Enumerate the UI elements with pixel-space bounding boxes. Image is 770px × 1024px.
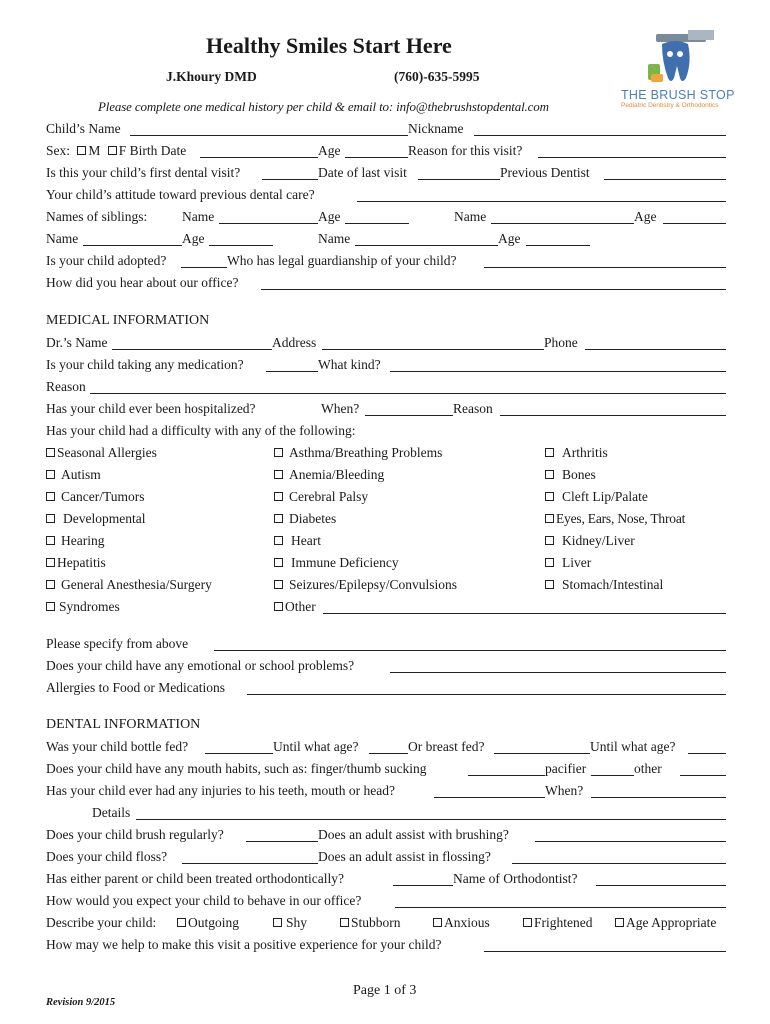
condition-item[interactable] bbox=[46, 489, 145, 505]
brush-field[interactable] bbox=[246, 841, 318, 842]
sibling4-name-field[interactable] bbox=[355, 245, 498, 246]
form-title: Healthy Smiles Start Here bbox=[206, 33, 452, 58]
condition-label: Stomach/Intestinal bbox=[562, 577, 664, 592]
details-label: Details bbox=[92, 805, 131, 820]
trait-item[interactable] bbox=[523, 915, 593, 931]
habits-label: Does your child have any mouth habits, such as: finger/thumb sucking bbox=[46, 761, 427, 776]
checkbox-icon[interactable] bbox=[545, 558, 554, 567]
trait-item[interactable] bbox=[340, 915, 401, 931]
condition-item[interactable] bbox=[46, 533, 104, 549]
checkbox-icon[interactable] bbox=[274, 602, 283, 611]
guardianship-field[interactable] bbox=[484, 267, 726, 268]
last-visit-field[interactable] bbox=[418, 179, 500, 180]
checkbox-icon[interactable] bbox=[274, 536, 283, 545]
bottle-fed-label: Was your child bottle fed? bbox=[46, 739, 189, 754]
condition-label: Hepatitis bbox=[57, 555, 106, 570]
positive-label: How may we help to make this visit a positive experience for your child? bbox=[46, 937, 442, 952]
checkbox-icon[interactable] bbox=[274, 514, 283, 523]
checkbox-icon[interactable] bbox=[545, 492, 554, 501]
condition-item[interactable] bbox=[274, 511, 336, 527]
details-field[interactable] bbox=[136, 819, 726, 820]
last-visit-label: Date of last visit bbox=[318, 165, 407, 180]
trait-item[interactable] bbox=[177, 915, 239, 931]
adult-brush-field[interactable] bbox=[535, 841, 726, 842]
thumb-field[interactable] bbox=[468, 775, 545, 776]
checkbox-icon[interactable] bbox=[273, 918, 282, 927]
breast-fed-field[interactable] bbox=[494, 753, 590, 754]
ortho-label: Has either parent or child been treated orthodontically? bbox=[46, 871, 345, 886]
condition-label: Cerebral Palsy bbox=[289, 489, 369, 504]
orthodontist-label: Name of Orthodontist? bbox=[453, 871, 578, 886]
hospitalized-label: Has your child ever been hospitalized? bbox=[46, 401, 256, 416]
checkbox-icon[interactable] bbox=[274, 448, 283, 457]
guardianship-label: Who has legal guardianship of your child? bbox=[227, 253, 457, 268]
condition-item[interactable] bbox=[46, 577, 212, 593]
sibling4-age-label: Age bbox=[498, 231, 521, 246]
reason-visit-label: Reason for this visit? bbox=[408, 143, 523, 158]
condition-label: Eyes, Ears, Nose, Throat bbox=[556, 511, 686, 526]
brush-label: Does your child brush regularly? bbox=[46, 827, 224, 842]
reason-visit-field[interactable] bbox=[538, 157, 726, 158]
sibling1-name-label: Name bbox=[182, 209, 215, 224]
drs-name-field[interactable] bbox=[112, 349, 272, 350]
condition-item[interactable] bbox=[545, 577, 663, 593]
medication-label: Is your child taking any medication? bbox=[46, 357, 244, 372]
doctor-name: J.Khoury DMD bbox=[166, 69, 257, 84]
trait-item[interactable] bbox=[615, 915, 716, 931]
behave-field[interactable] bbox=[395, 907, 726, 908]
specify-label: Please specify from above bbox=[46, 636, 189, 651]
condition-label: General Anesthesia/Surgery bbox=[61, 577, 212, 592]
checkbox-icon[interactable] bbox=[46, 470, 55, 479]
emotional-field[interactable] bbox=[390, 672, 726, 673]
sibling1-age-label: Age bbox=[318, 209, 341, 224]
first-visit-label: Is this your child’s first dental visit? bbox=[46, 165, 241, 180]
checkbox-icon[interactable] bbox=[274, 580, 283, 589]
other-field[interactable] bbox=[323, 613, 726, 614]
attitude-field[interactable] bbox=[357, 201, 726, 202]
sex-f-label: F bbox=[118, 143, 127, 158]
condition-label: Other bbox=[285, 599, 316, 614]
checkbox-icon[interactable] bbox=[46, 580, 55, 589]
adult-brush-label: Does an adult assist with brushing? bbox=[318, 827, 509, 842]
checkbox-icon[interactable] bbox=[545, 536, 554, 545]
trait-item[interactable] bbox=[433, 915, 490, 931]
pacifier-label: pacifier bbox=[545, 761, 587, 776]
allergies-label: Allergies to Food or Medications bbox=[46, 680, 225, 695]
injury-when-field[interactable] bbox=[591, 797, 726, 798]
sibling2-name-field[interactable] bbox=[491, 223, 634, 224]
sibling3-name-label: Name bbox=[46, 231, 79, 246]
birth-date-label: Birth Date bbox=[129, 143, 187, 158]
specify-field[interactable] bbox=[214, 650, 726, 651]
adopted-label: Is your child adopted? bbox=[46, 253, 167, 268]
page-number: Page 1 of 3 bbox=[353, 983, 417, 998]
age-field[interactable] bbox=[345, 157, 408, 158]
reason-label: Reason bbox=[46, 379, 86, 394]
sex-m-checkbox[interactable] bbox=[77, 146, 86, 155]
birth-date-field[interactable] bbox=[200, 157, 318, 158]
condition-item[interactable] bbox=[545, 445, 608, 461]
floss-field[interactable] bbox=[182, 863, 318, 864]
sibling1-age-field[interactable] bbox=[345, 223, 409, 224]
condition-label: Immune Deficiency bbox=[291, 555, 399, 570]
injuries-field[interactable] bbox=[434, 797, 545, 798]
condition-item[interactable] bbox=[274, 599, 316, 615]
address-field[interactable] bbox=[322, 349, 544, 350]
sibling3-age-label: Age bbox=[182, 231, 205, 246]
logo-tagline: Pediatric Dentistry & Orthodontics bbox=[621, 102, 719, 109]
condition-label: Heart bbox=[291, 533, 321, 548]
condition-label: Developmental bbox=[63, 511, 146, 526]
difficulty-label: Has your child had a difficulty with any of the following: bbox=[46, 423, 356, 438]
checkbox-icon[interactable] bbox=[46, 448, 55, 457]
hospital-when-label: When? bbox=[321, 401, 360, 416]
condition-label: Seasonal Allergies bbox=[57, 445, 157, 460]
checkbox-icon[interactable] bbox=[274, 470, 283, 479]
checkbox-icon[interactable] bbox=[340, 918, 349, 927]
behave-label: How would you expect your child to behave in our office? bbox=[46, 893, 362, 908]
age-label: Age bbox=[318, 143, 341, 158]
condition-item[interactable] bbox=[545, 533, 635, 549]
orthodontist-field[interactable] bbox=[596, 885, 726, 886]
medical-heading: MEDICAL INFORMATION bbox=[46, 313, 210, 328]
other-habit-label: other bbox=[634, 761, 662, 776]
checkbox-icon[interactable] bbox=[177, 918, 186, 927]
phone-label: Phone bbox=[544, 335, 578, 350]
until-age-field[interactable] bbox=[369, 753, 408, 754]
dental-heading: DENTAL INFORMATION bbox=[46, 717, 201, 732]
trait-label: Age Appropriate bbox=[626, 915, 717, 930]
revision: Revision 9/2015 bbox=[46, 997, 116, 1008]
condition-item[interactable] bbox=[545, 489, 648, 505]
sibling1-name-field[interactable] bbox=[219, 223, 318, 224]
condition-item[interactable] bbox=[46, 511, 145, 527]
floss-label: Does your child floss? bbox=[46, 849, 168, 864]
nickname-field[interactable] bbox=[474, 135, 726, 136]
checkbox-icon[interactable] bbox=[545, 470, 554, 479]
until-age-label: Until what age? bbox=[273, 739, 359, 754]
condition-label: Autism bbox=[61, 467, 101, 482]
hospital-when-field[interactable] bbox=[365, 415, 453, 416]
allergies-field[interactable] bbox=[247, 694, 726, 695]
until-age2-label: Until what age? bbox=[590, 739, 676, 754]
condition-item[interactable] bbox=[46, 599, 120, 615]
siblings-label: Names of siblings: bbox=[46, 209, 148, 224]
describe-label: Describe your child: bbox=[46, 915, 157, 930]
injuries-label: Has your child ever had any injuries to his teeth, mouth or head? bbox=[46, 783, 396, 798]
previous-dentist-field[interactable] bbox=[604, 179, 726, 180]
positive-field[interactable] bbox=[484, 951, 726, 952]
medication-field[interactable] bbox=[266, 371, 318, 372]
checkbox-icon[interactable] bbox=[46, 492, 55, 501]
what-kind-field[interactable] bbox=[390, 371, 726, 372]
checkbox-icon[interactable] bbox=[46, 558, 55, 567]
breast-fed-label: Or breast fed? bbox=[408, 739, 485, 754]
condition-item[interactable] bbox=[274, 555, 399, 571]
condition-item[interactable] bbox=[274, 489, 368, 505]
trait-label: Outgoing bbox=[188, 915, 240, 930]
emotional-label: Does your child have any emotional or school problems? bbox=[46, 658, 355, 673]
condition-item[interactable] bbox=[46, 467, 101, 483]
office-phone: (760)-635-5995 bbox=[394, 69, 480, 84]
checkbox-icon[interactable] bbox=[545, 580, 554, 589]
checkbox-icon[interactable] bbox=[46, 514, 55, 523]
condition-label: Asthma/Breathing Problems bbox=[289, 445, 443, 460]
until-age2-field[interactable] bbox=[688, 753, 726, 754]
sibling2-age-label: Age bbox=[634, 209, 657, 224]
adopted-field[interactable] bbox=[181, 267, 227, 268]
sex-m-label: M bbox=[88, 143, 101, 158]
sex-row bbox=[46, 143, 186, 159]
condition-label: Anemia/Bleeding bbox=[289, 467, 385, 482]
hospital-reason-label: Reason bbox=[453, 401, 493, 416]
adult-floss-field[interactable] bbox=[512, 863, 726, 864]
address-label: Address bbox=[272, 335, 317, 350]
sibling3-name-field[interactable] bbox=[83, 245, 182, 246]
condition-label: Bones bbox=[562, 467, 596, 482]
condition-item[interactable] bbox=[274, 445, 442, 461]
sibling3-age-field[interactable] bbox=[209, 245, 273, 246]
condition-label: Arthritis bbox=[562, 445, 608, 460]
checkbox-icon[interactable] bbox=[545, 448, 554, 457]
condition-label: Syndromes bbox=[59, 599, 120, 614]
sex-label: Sex: bbox=[46, 143, 71, 158]
checkbox-icon[interactable] bbox=[523, 918, 532, 927]
checkbox-icon[interactable] bbox=[46, 536, 55, 545]
condition-item[interactable] bbox=[274, 467, 384, 483]
condition-label: Cancer/Tumors bbox=[61, 489, 145, 504]
hospital-reason-field[interactable] bbox=[500, 415, 726, 416]
condition-item[interactable] bbox=[545, 511, 685, 527]
nickname-label: Nickname bbox=[408, 121, 464, 136]
hear-about-field[interactable] bbox=[261, 289, 726, 290]
condition-label: Seizures/Epilepsy/Convulsions bbox=[289, 577, 457, 592]
condition-item[interactable] bbox=[274, 533, 321, 549]
reason-field[interactable] bbox=[90, 393, 726, 394]
checkbox-icon[interactable] bbox=[615, 918, 624, 927]
hear-about-label: How did you hear about our office? bbox=[46, 275, 239, 290]
phone-field[interactable] bbox=[585, 349, 726, 350]
condition-item[interactable] bbox=[46, 445, 157, 461]
instructions: Please complete one medical history per child & email to: info@thebrushstopdental.com bbox=[98, 99, 549, 114]
attitude-label: Your child’s attitude toward previous dental care? bbox=[46, 187, 315, 202]
checkbox-icon[interactable] bbox=[274, 558, 283, 567]
checkbox-icon[interactable] bbox=[46, 602, 55, 611]
trait-label: Stubborn bbox=[351, 915, 401, 930]
checkbox-icon[interactable] bbox=[274, 492, 283, 501]
condition-item[interactable] bbox=[545, 467, 596, 483]
trait-label: Frightened bbox=[534, 915, 593, 930]
trait-item[interactable] bbox=[273, 915, 307, 931]
condition-label: Cleft Lip/Palate bbox=[562, 489, 648, 504]
previous-dentist-label: Previous Dentist bbox=[500, 165, 590, 180]
condition-label: Kidney/Liver bbox=[562, 533, 635, 548]
sibling2-age-field[interactable] bbox=[663, 223, 726, 224]
logo-name: THE BRUSH STOP bbox=[621, 88, 735, 102]
bottle-fed-field[interactable] bbox=[205, 753, 273, 754]
sibling4-name-label: Name bbox=[318, 231, 351, 246]
adult-floss-label: Does an adult assist in flossing? bbox=[318, 849, 491, 864]
other-habit-field[interactable] bbox=[680, 775, 726, 776]
condition-item[interactable] bbox=[274, 577, 457, 593]
trait-label: Shy bbox=[286, 915, 308, 930]
checkbox-icon[interactable] bbox=[545, 514, 554, 523]
pacifier-field[interactable] bbox=[591, 775, 634, 776]
childs-name-label: Child’s Name bbox=[46, 121, 121, 136]
condition-label: Diabetes bbox=[289, 511, 337, 526]
injury-when-label: When? bbox=[545, 783, 584, 798]
trait-label: Anxious bbox=[444, 915, 490, 930]
condition-label: Hearing bbox=[61, 533, 105, 548]
drs-name-label: Dr.’s Name bbox=[46, 335, 108, 350]
what-kind-label: What kind? bbox=[318, 357, 381, 372]
condition-item[interactable] bbox=[46, 555, 106, 571]
condition-label: Liver bbox=[562, 555, 592, 570]
sex-f-checkbox[interactable] bbox=[108, 146, 117, 155]
sibling2-name-label: Name bbox=[454, 209, 487, 224]
condition-item[interactable] bbox=[545, 555, 591, 571]
checkbox-icon[interactable] bbox=[433, 918, 442, 927]
sibling4-age-field[interactable] bbox=[526, 245, 590, 246]
ortho-field[interactable] bbox=[393, 885, 453, 886]
first-visit-field[interactable] bbox=[262, 179, 318, 180]
childs-name-field[interactable] bbox=[130, 135, 408, 136]
